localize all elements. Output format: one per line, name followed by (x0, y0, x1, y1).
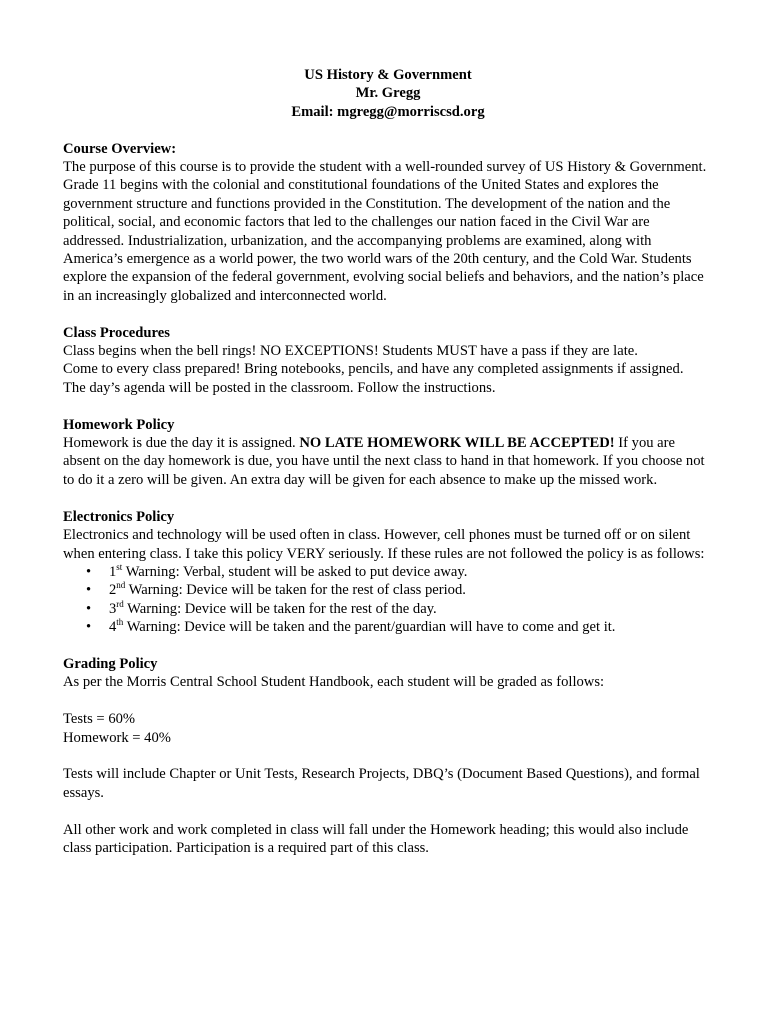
bullet-icon: • (86, 619, 92, 636)
warning-ordinal: rd (116, 598, 124, 609)
warning-item (63, 600, 713, 618)
course-overview-section (63, 140, 713, 306)
warning-number: 4 (109, 619, 117, 636)
warning-text: Warning: Device will be taken for the rest of class period. (125, 582, 466, 599)
course-title: US History & Government (304, 67, 472, 83)
other-work-text: All other work and work completed in class will fall under the Homework heading; this would also include class participation. Participation is a required part of this class. (63, 821, 689, 856)
warning-text: Warning: Device will be taken and the parent/guardian will have to come and get it. (123, 619, 616, 636)
warning-ordinal: st (116, 562, 123, 573)
homework-policy-text (63, 434, 713, 489)
course-overview-heading: Course Overview: (63, 140, 177, 157)
electronics-policy-section (63, 508, 713, 637)
teacher-name: Mr. Gregg (355, 85, 421, 102)
class-procedures-heading: Class Procedures (63, 324, 170, 341)
class-procedures-line-1: Class begins when the bell rings! NO EXCEPTIONS! Students MUST have a pass if they are late. (63, 343, 638, 360)
warning-ordinal: nd (116, 580, 126, 591)
warning-ordinal: th (116, 617, 124, 628)
warning-number: 2 (109, 582, 117, 599)
class-procedures-line-3: The day’s agenda will be posted in the classroom. Follow the instructions. (63, 379, 496, 396)
warning-list (63, 563, 713, 637)
bullet-icon: • (86, 600, 92, 617)
tests-weight: Tests = 60% (63, 711, 136, 728)
electronics-policy-text: Electronics and technology will be used often in class. However, cell phones must be turned off or on silent when entering class. I take this policy VERY seriously. If these rules are not followed the policy is as follows: (63, 527, 705, 562)
grading-policy-heading: Grading Policy (63, 655, 158, 672)
homework-policy-text-end: If you are absent on the day homework is due, you have until the next class to hand in that homework. If you choose not to do it a zero will be given. An extra day will be given for each absence to make up the missed work. (63, 435, 705, 488)
grading-policy-intro: As per the Morris Central School Student Handbook, each student will be graded as follows: (63, 674, 605, 691)
homework-weight: Homework = 40% (63, 729, 171, 746)
warning-number: 1 (109, 563, 117, 580)
document-content (63, 66, 713, 876)
teacher-email: Email: mgregg@morriscsd.org (291, 103, 485, 120)
other-work-description (63, 821, 713, 858)
homework-policy-section (63, 416, 713, 490)
tests-include-text: Tests will include Chapter or Unit Tests, Research Projects, DBQ’s (Document Based Questions), and formal essays. (63, 766, 700, 801)
course-overview-text: The purpose of this course is to provide the student with a well-rounded survey of US History & Government. Grade 11 begins with the colonial and constitutional foundations of the United States and explores the government structure and functions provided in the Constitution. The development of the nation and the political, social, and economic factors that led to the challenges our nation faced in the Civil War are addressed. Industrialization, urbanization, and the accompanying problems are examined, along with America’s emergence as a world power, the two world wars of the 20th century, and the Cold War. Students explore the expansion of the federal government, evolving social beliefs and behaviors, and the nation’s place in an increasingly globalized and interconnected world. (63, 159, 707, 304)
grading-policy-section (63, 655, 713, 692)
homework-policy-heading: Homework Policy (63, 416, 175, 433)
warning-text: Warning: Device will be taken for the rest of the day. (123, 600, 437, 617)
warning-item (63, 618, 713, 636)
class-procedures-section (63, 324, 713, 398)
no-late-homework-notice: NO LATE HOMEWORK WILL BE ACCEPTED! (299, 435, 615, 452)
bullet-icon: • (86, 563, 92, 580)
tests-description (63, 765, 713, 802)
class-procedures-line-2: Come to every class prepared! Bring notebooks, pencils, and have any completed assignments if assigned. (63, 361, 684, 378)
grade-weights (63, 710, 713, 747)
electronics-policy-heading: Electronics Policy (63, 508, 175, 525)
document-header (63, 66, 713, 121)
bullet-icon: • (86, 582, 92, 599)
homework-policy-text-start: Homework is due the day it is assigned. (63, 435, 300, 452)
warning-item (63, 563, 713, 581)
warning-item (63, 581, 713, 599)
warning-number: 3 (109, 600, 117, 617)
warning-text: Warning: Verbal, student will be asked to put device away. (122, 563, 468, 580)
